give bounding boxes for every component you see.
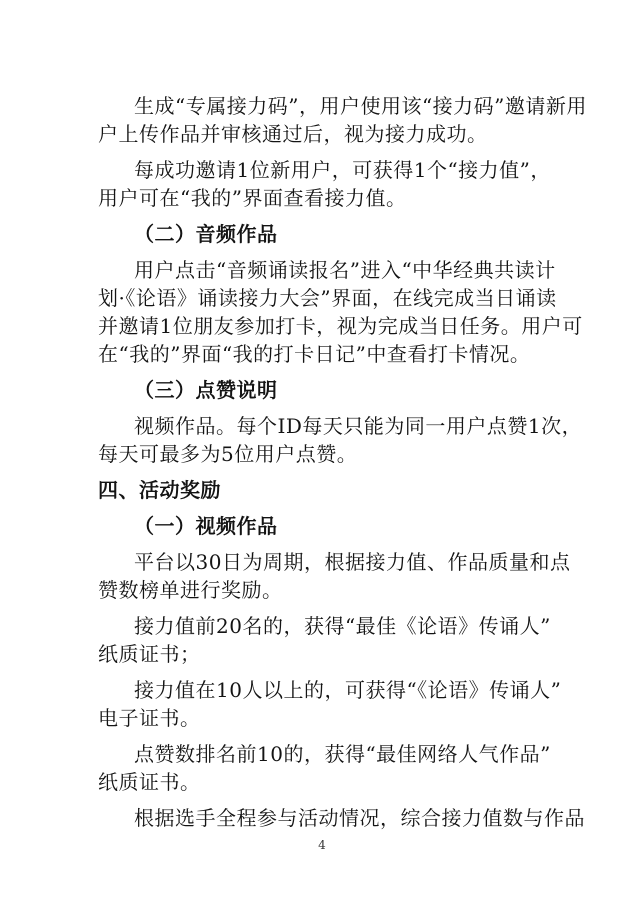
text-line: 纸质证书。: [98, 770, 201, 794]
section-heading: [98, 476, 566, 504]
body-paragraph: [98, 612, 566, 668]
paragraph-gap: [98, 212, 566, 220]
body-paragraph: [98, 412, 583, 468]
paragraph-gap: [98, 732, 566, 740]
paragraph-gap: [98, 368, 566, 376]
text-line: 户上传作品并审核通过后，视为接力成功。: [98, 122, 488, 146]
document-body: [98, 92, 587, 832]
text-line: 接力值前20名的，获得“最佳《论语》传诵人”: [134, 614, 551, 638]
text-line: （三）点赞说明: [134, 378, 278, 402]
text-line: 视频作品。每个ID每天只能为同一用户点赞1次，: [134, 414, 583, 438]
paragraph-gap: [98, 504, 566, 512]
text-line: 纸质证书；: [98, 642, 201, 666]
paragraph-gap: [98, 540, 566, 548]
text-line: 在“我的”界面“我的打卡日记”中查看打卡情况。: [98, 342, 531, 366]
paragraph-gap: [98, 148, 566, 156]
text-line: 平台以30日为周期，根据接力值、作品质量和点: [134, 550, 571, 574]
text-line: 划·《论语》诵读接力大会”界面，在线完成当日诵读: [98, 286, 557, 310]
body-paragraph: [98, 804, 585, 832]
text-line: 四、活动奖励: [98, 478, 221, 502]
subsection-heading: [98, 512, 566, 540]
page-number: 4: [318, 838, 326, 852]
body-paragraph: [98, 548, 571, 604]
text-line: 用户点击“音频诵读报名”进入“中华经典共读计: [134, 258, 556, 282]
text-line: 点赞数排名前10的，获得“最佳网络人气作品”: [134, 742, 551, 766]
body-paragraph: [98, 256, 583, 368]
text-line: 生成“专属接力码”，用户使用该“接力码”邀请新用: [134, 94, 587, 118]
body-paragraph: [98, 676, 566, 732]
body-paragraph: [98, 156, 566, 212]
text-line: 根据选手全程参与活动情况，综合接力值数与作品: [134, 806, 585, 830]
paragraph-gap: [98, 248, 566, 256]
body-paragraph: [98, 740, 566, 796]
body-paragraph: [98, 92, 587, 148]
text-line: 每成功邀请1位新用户，可获得1个“接力值”，: [134, 158, 551, 182]
text-line: 电子证书。: [98, 706, 201, 730]
paragraph-gap: [98, 604, 566, 612]
paragraph-gap: [98, 668, 566, 676]
subsection-heading: [98, 220, 566, 248]
paragraph-gap: [98, 796, 566, 804]
paragraph-gap: [98, 468, 566, 476]
subsection-heading: [98, 376, 566, 404]
text-line: 接力值在10人以上的，可获得“《论语》传诵人”: [134, 678, 562, 702]
text-line: 并邀请1位朋友参加打卡，视为完成当日任务。用户可: [98, 314, 583, 338]
text-line: 用户可在“我的”界面查看接力值。: [98, 186, 407, 210]
text-line: （一）视频作品: [134, 514, 278, 538]
paragraph-gap: [98, 404, 566, 412]
text-line: 赞数榜单进行奖励。: [98, 578, 283, 602]
text-line: （二）音频作品: [134, 222, 278, 246]
text-line: 每天可最多为5位用户点赞。: [98, 442, 358, 466]
